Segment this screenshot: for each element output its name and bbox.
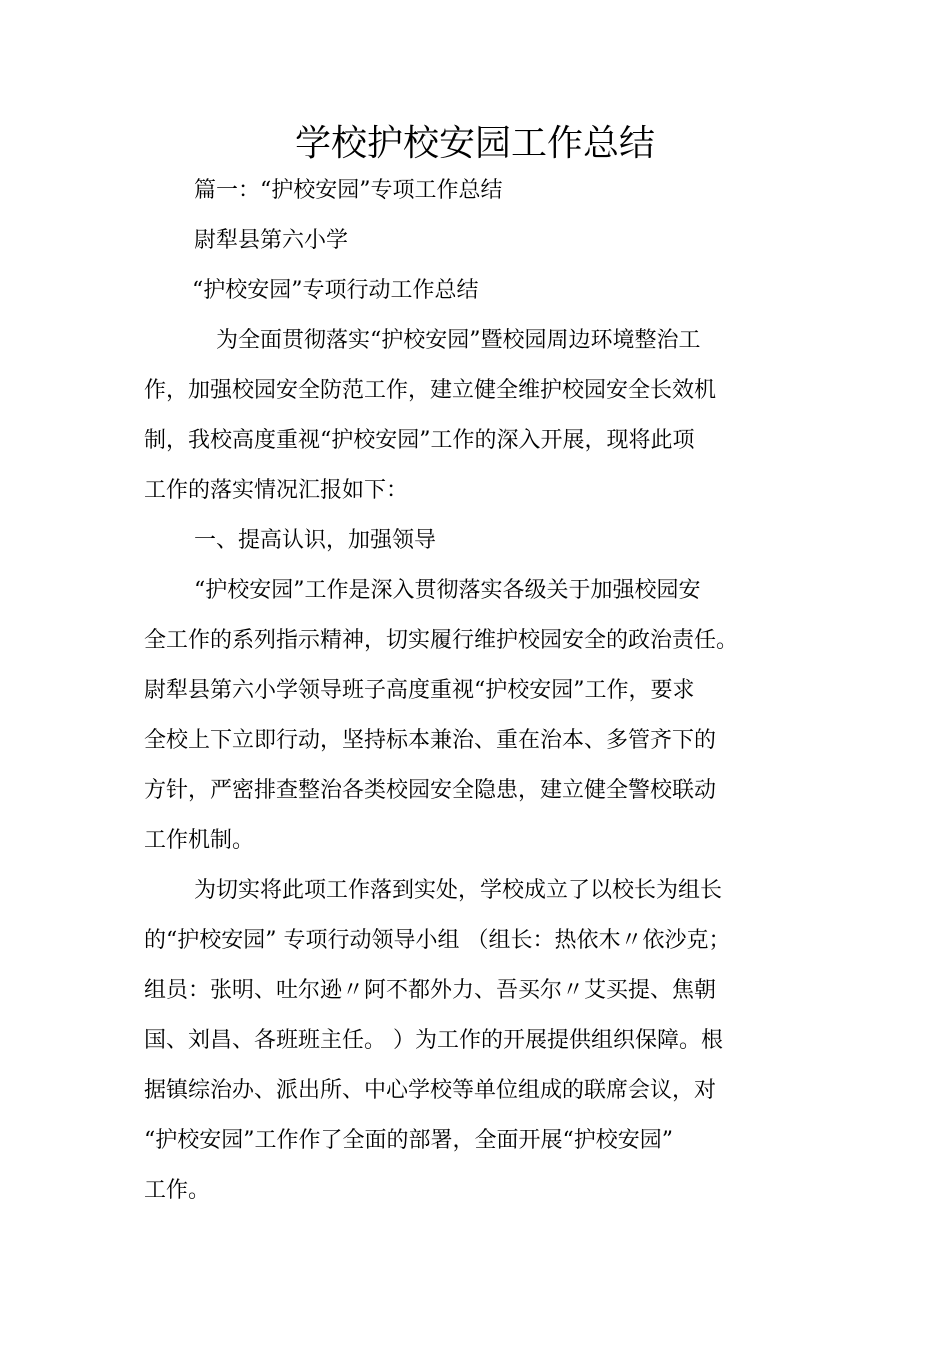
intro-line: 工作的落实情况汇报如下： <box>144 478 409 503</box>
school-name: 尉犁县第六小学 <box>194 228 349 253</box>
paragraph-line: 全校上下立即行动，坚持标本兼治、重在治本、多管齐下的 <box>144 728 717 753</box>
paragraph-line: 的“护校安园” 专项行动领导小组 （组长：热依木〃依沙克； <box>144 928 731 953</box>
paragraph-line: 方针，严密排查整治各类校园安全隐患，建立健全警校联动 <box>144 778 717 803</box>
section-heading: 一、提高认识，加强领导 <box>194 528 437 553</box>
intro-line: 制，我校高度重视“护校安园”工作的深入开展，现将此项 <box>144 428 695 453</box>
part-heading: 篇一：“护校安园”专项工作总结 <box>194 178 503 203</box>
paragraph-line: 据镇综治办、派出所、中心学校等单位组成的联席会议，对 <box>144 1078 717 1103</box>
intro-line: 作，加强校园安全防范工作，建立健全维护校园安全长效机 <box>144 378 717 403</box>
paragraph-line: “护校安园”工作作了全面的部署，全面开展“护校安园” <box>144 1128 673 1153</box>
paragraph-line: 尉犁县第六小学领导班子高度重视“护校安园”工作，要求 <box>144 678 695 703</box>
paragraph-line: 全工作的系列指示精神，切实履行维护校园安全的政治责任。 <box>144 628 739 653</box>
paragraph-line: 组员：张明、吐尔逊〃阿不都外力、吾买尔〃艾买提、焦朝 <box>144 978 717 1003</box>
paragraph-line: 国、刘昌、各班班主任。 ）为工作的开展提供组织保障。根 <box>144 1028 723 1053</box>
paragraph-line: 为切实将此项工作落到实处，学校成立了以校长为组长 <box>194 878 723 903</box>
document-title: 学校护校安园工作总结 <box>294 123 655 164</box>
report-title: “护校安园”专项行动工作总结 <box>192 278 479 303</box>
intro-line: 为全面贯彻落实“护校安园”暨校园周边环境整治工 <box>216 328 701 353</box>
paragraph-line: 工作机制。 <box>144 828 255 853</box>
paragraph-line: “护校安园”工作是深入贯彻落实各级关于加强校园安 <box>194 578 701 603</box>
paragraph-line: 工作。 <box>144 1178 211 1203</box>
